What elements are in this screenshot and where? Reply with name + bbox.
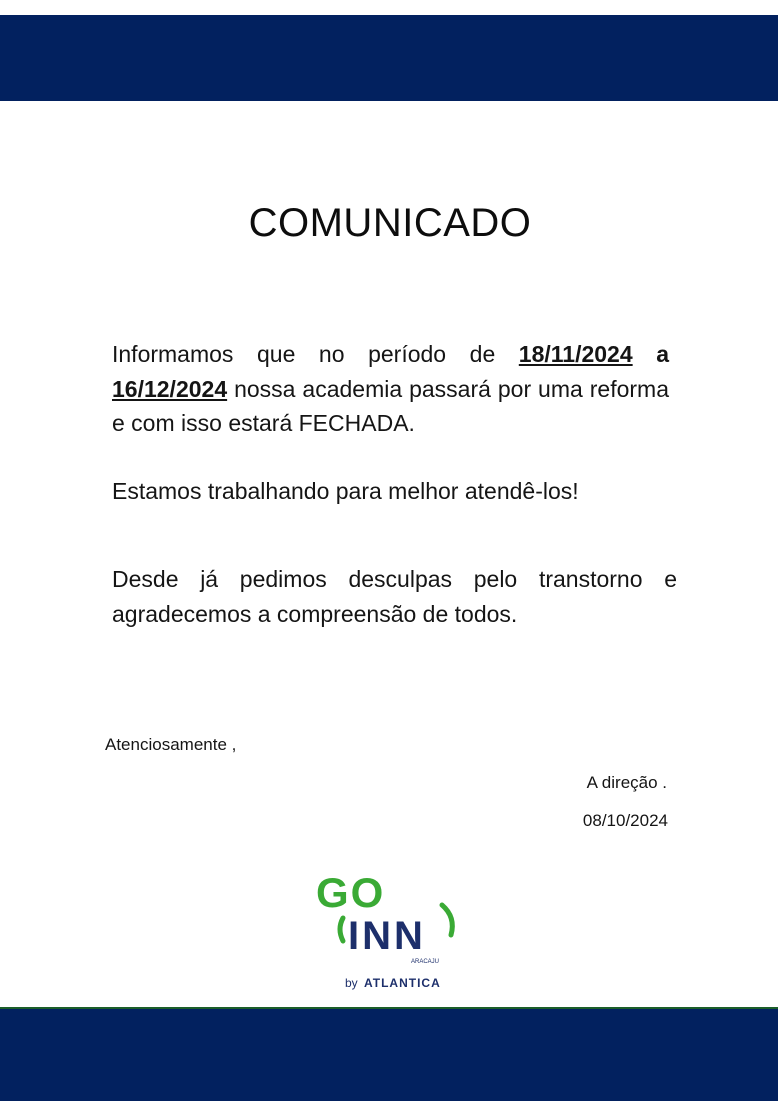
service-paragraph: Estamos trabalhando para melhor atendê-los! <box>112 478 579 504</box>
go-inn-logo <box>310 865 470 995</box>
announcement-intro: Informamos que no período de <box>112 341 519 367</box>
logo-inn-text: INN <box>348 914 426 958</box>
signature-text: A direção . <box>586 773 667 792</box>
logo-brand-text: ATLANTICA <box>364 976 441 990</box>
document-title: COMUNICADO <box>248 201 532 245</box>
document-date: 08/10/2024 <box>582 811 668 830</box>
footer-band <box>0 1007 778 1101</box>
logo-left-bracket-icon <box>340 918 343 941</box>
end-date: 16/12/2024 <box>112 375 228 402</box>
announcement-rest: nossa academia passará por uma reforma e com isso estará FECHADA. <box>112 375 669 436</box>
date-connector: a <box>632 341 669 367</box>
announcement-paragraph <box>112 337 669 441</box>
logo-by-text: by <box>345 976 358 990</box>
apology-paragraph: Desde já pedimos desculpas pelo transtorno e agradecemos a compreensão de todos. <box>112 566 677 627</box>
closing-text: Atenciosamente , <box>105 735 237 754</box>
start-date: 18/11/2024 <box>518 341 633 367</box>
header-band <box>0 15 778 101</box>
logo-go-text: GO <box>316 869 386 916</box>
logo-right-bracket-icon <box>442 905 452 935</box>
logo-city-text: ARACAJU <box>410 959 439 965</box>
